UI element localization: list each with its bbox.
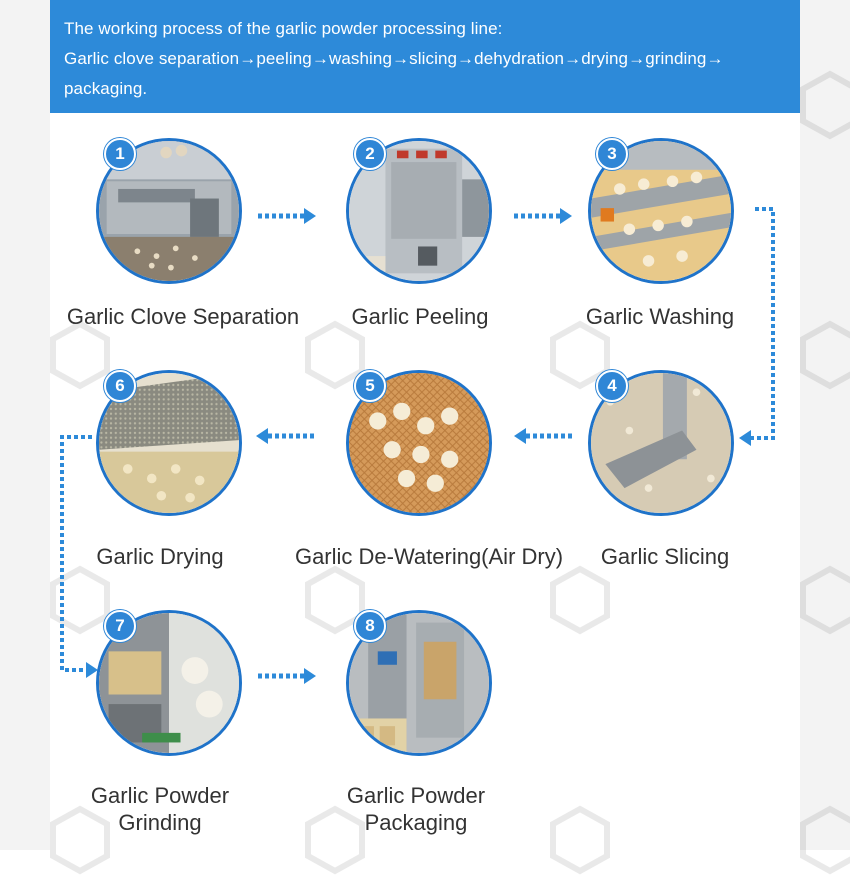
header-title: The working process of the garlic powder processing line:	[64, 19, 503, 38]
arrow-right-icon	[256, 666, 318, 686]
header-banner	[50, 0, 800, 113]
step-1-badge: 1	[104, 138, 136, 170]
step-4-label: Garlic Slicing	[600, 544, 730, 569]
header-process-line: Garlic clove separation→peeling→washing→slicing→dehydration→drying→grinding→	[64, 49, 724, 68]
watermark-logo-icon	[795, 70, 850, 140]
step-6-badge: 6	[104, 370, 136, 402]
arrow-right-icon	[512, 206, 574, 226]
step-6-label: Garlic Drying	[96, 544, 224, 569]
watermark-logo-icon	[795, 320, 850, 390]
watermark-logo-icon	[795, 565, 850, 635]
step-7-label-line1: Garlic Powder	[90, 783, 230, 808]
header-process-line-end: packaging.	[64, 79, 148, 98]
watermark-logo-icon	[545, 565, 615, 635]
step-8-label-line1: Garlic Powder	[346, 783, 486, 808]
step-5-badge: 5	[354, 370, 386, 402]
step-4-badge: 4	[596, 370, 628, 402]
step-5-label: Garlic De-Watering(Air Dry)	[294, 544, 564, 569]
step-3-label: Garlic Washing	[585, 304, 735, 329]
step-7-label-line2: Grinding	[118, 810, 202, 835]
arrow-right-icon	[256, 206, 318, 226]
step-8-badge: 8	[354, 610, 386, 642]
step-2-label: Garlic Peeling	[351, 304, 489, 329]
arrow-connector-left-side-icon	[52, 428, 102, 680]
step-7-label	[60, 782, 260, 836]
step-7-badge: 7	[104, 610, 136, 642]
step-3-badge: 3	[596, 138, 628, 170]
arrow-left-icon	[512, 426, 574, 446]
step-1-label: Garlic Clove Separation	[66, 304, 300, 329]
step-8-label-line2: Packaging	[364, 810, 468, 835]
watermark-logo-icon	[795, 805, 850, 875]
arrow-left-icon	[254, 426, 316, 446]
step-8-label	[316, 782, 516, 836]
left-margin	[0, 0, 50, 850]
step-2-badge: 2	[354, 138, 386, 170]
watermark-logo-icon	[545, 805, 615, 875]
arrow-connector-right-side-icon	[735, 200, 785, 450]
